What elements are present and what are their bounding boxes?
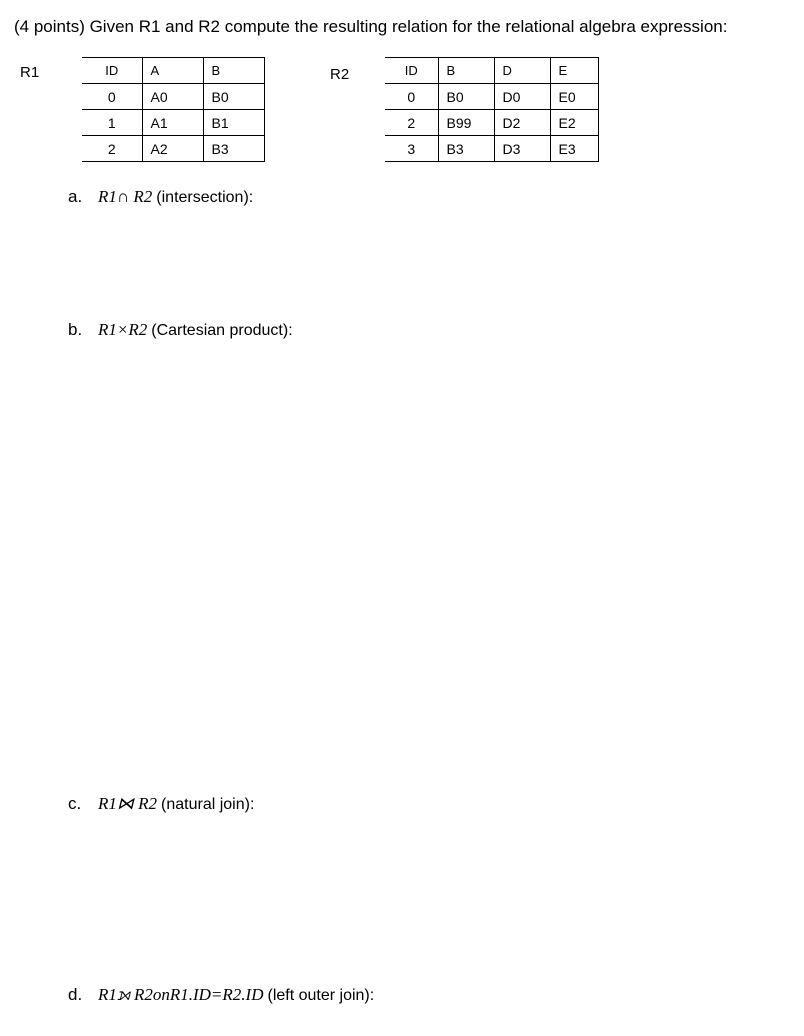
r2-header-row [385,58,598,84]
table-cell: D3 [494,136,550,162]
r1-header-row [82,58,264,84]
table-cell: A1 [142,110,203,136]
table-row [385,136,598,162]
question-c-letter: c. [68,794,82,813]
r1-col-id: ID [82,58,142,84]
table-row [82,110,264,136]
table-cell: 0 [385,84,438,110]
table-cell: B99 [438,110,494,136]
table-cell: D2 [494,110,550,136]
r2-col-b: B [438,58,494,84]
question-title: (4 points) Given R1 and R2 compute the resulting relation for the relational algebra expression: [14,17,728,36]
question-a-letter: a. [68,187,83,206]
table-cell: 2 [82,136,142,162]
question-d-letter: d. [68,985,83,1004]
table-cell: B3 [438,136,494,162]
r2-label: R2 [330,66,350,83]
table-row [82,84,264,110]
question-d [68,985,374,1005]
question-d-expression: R1⟕ R2onR1.ID=R2.ID [98,985,264,1004]
table-cell: B0 [438,84,494,110]
question-b-expression: R1×R2 [98,320,148,339]
table-cell: D0 [494,84,550,110]
question-b [68,320,293,340]
table-cell: 3 [385,136,438,162]
question-a-description: (intersection): [156,189,254,206]
table-cell: E2 [550,110,598,136]
table-row [385,84,598,110]
table-cell: 2 [385,110,438,136]
table-row [385,110,598,136]
r2-col-d: D [494,58,550,84]
r1-table [82,57,265,162]
question-b-letter: b. [68,320,83,339]
r1-label: R1 [20,64,40,81]
r1-col-a: A [142,58,203,84]
table-row [82,136,264,162]
r2-col-e: E [550,58,598,84]
question-a [68,187,253,207]
question-b-description: (Cartesian product): [151,322,293,339]
table-cell: E0 [550,84,598,110]
question-d-description: (left outer join): [267,987,375,1004]
r1-col-b: B [203,58,264,84]
question-c-description: (natural join): [161,796,255,813]
table-cell: E3 [550,136,598,162]
table-cell: A0 [142,84,203,110]
question-c-expression: R1⋈ R2 [98,794,158,813]
r2-col-id: ID [385,58,438,84]
table-cell: B1 [203,110,264,136]
table-cell: B0 [203,84,264,110]
table-cell: 0 [82,84,142,110]
question-a-expression: R1∩ R2 [98,187,153,206]
table-cell: B3 [203,136,264,162]
question-c [68,794,254,814]
r2-table [385,57,599,162]
table-cell: 1 [82,110,142,136]
table-cell: A2 [142,136,203,162]
